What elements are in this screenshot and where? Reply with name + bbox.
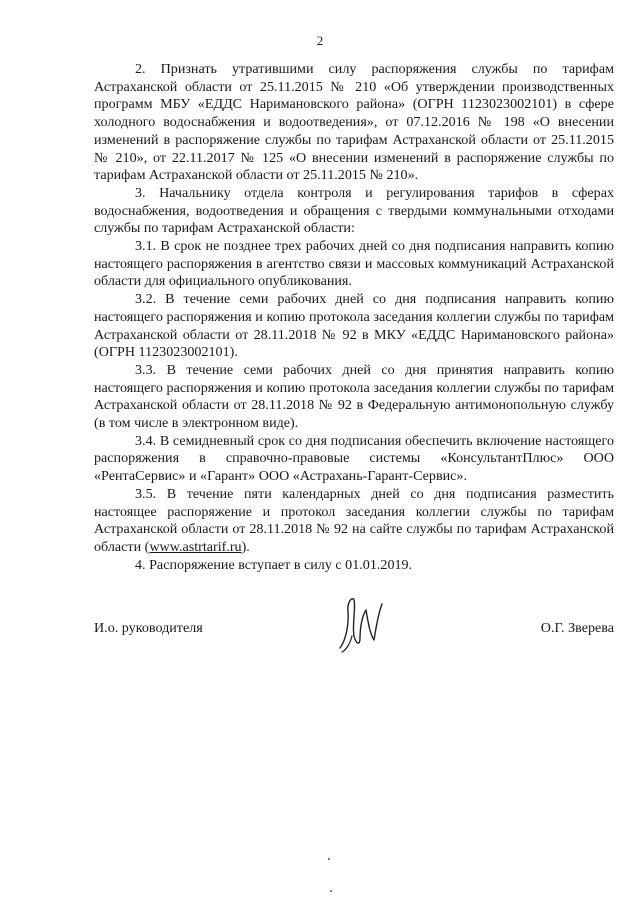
paragraph-3-5-text: 3.5. В течение пяти календарных дней со дня подписания разместить настоящее распоряжение и протокол заседания коллегии службы по тарифам Астраханской области от 28.11.2018 № 92 на сайте службы по тарифам Астраханской области ( (94, 485, 614, 555)
handwritten-signature (330, 590, 390, 660)
scan-speck (330, 890, 332, 892)
signatory-name: О.Г. Зверева (540, 620, 614, 636)
document-body (94, 61, 614, 574)
paragraph-3-5 (94, 486, 614, 557)
scan-speck (328, 858, 330, 860)
signatory-title: И.о. руководителя (94, 620, 203, 636)
paragraph-4: 4. Распоряжение вступает в силу с 01.01.2019. (135, 556, 413, 573)
paragraph-3-1: 3.1. В срок не позднее трех рабочих дней со дня подписания направить копию настоящего распоряжения в агентство связи и массовых коммуникаций Астраханской области для официального опубликования. (94, 238, 614, 290)
page-number: 2 (316, 33, 324, 48)
paragraph-3: 3. Начальнику отдела контроля и регулирования тарифов в сферах водоснабжения, водоотведения и обращения с твердыми коммунальными отходами службы по тарифам Астраханской области: (94, 184, 614, 237)
paragraph-2: 2. Признать утратившими силу распоряжения службы по тарифам Астраханской области от 25.11.2015 № 210 «Об утверждении производственных программ МБУ «ЕДДС Наримановского района» (ОГРН 1123023002101) в сфере холодного водоснабжения и водоотведения», от 07.12.2016 № 198 «О внесении изменений в распоряжение службы по тарифам Астраханской области от 25.11.2015 № 210», от 22.11.2017 № 125 «О внесении изменений в распоряжение службы по тарифам Астраханской области от 25.11.2015 № 210». (94, 61, 614, 184)
signature-block (94, 590, 614, 660)
website-link[interactable]: www.astrtarif.ru (149, 538, 242, 555)
paragraph-3-5-end: ). (241, 538, 250, 555)
paragraph-3-4: 3.4. В семидневный срок со дня подписания обеспечить включение настоящего распоряжения в справочно-правовые системы «КонсультантПлюс» ООО «РентаСервис» и «Гарант» ООО «Астрахань-Гарант-Сервис». (94, 432, 614, 485)
paragraph-3-2: 3.2. В течение семи рабочих дней со дня подписания направить копию настоящего распоряжения и копию протокола заседания коллегии службы по тарифам Астраханской области от 28.11.2018 № 92 в МКУ «ЕДДС Наримановского района» (ОГРН 1123023002101). (94, 291, 614, 361)
paragraph-3-3: 3.3. В течение семи рабочих дней со дня принятия направить копию настоящего распоряжения и копию протокола заседания коллегии службы по тарифам Астраханской области от 28.11.2018 № 92 в Федеральную антимонопольную службу (в том числе в электронном виде). (94, 361, 614, 432)
